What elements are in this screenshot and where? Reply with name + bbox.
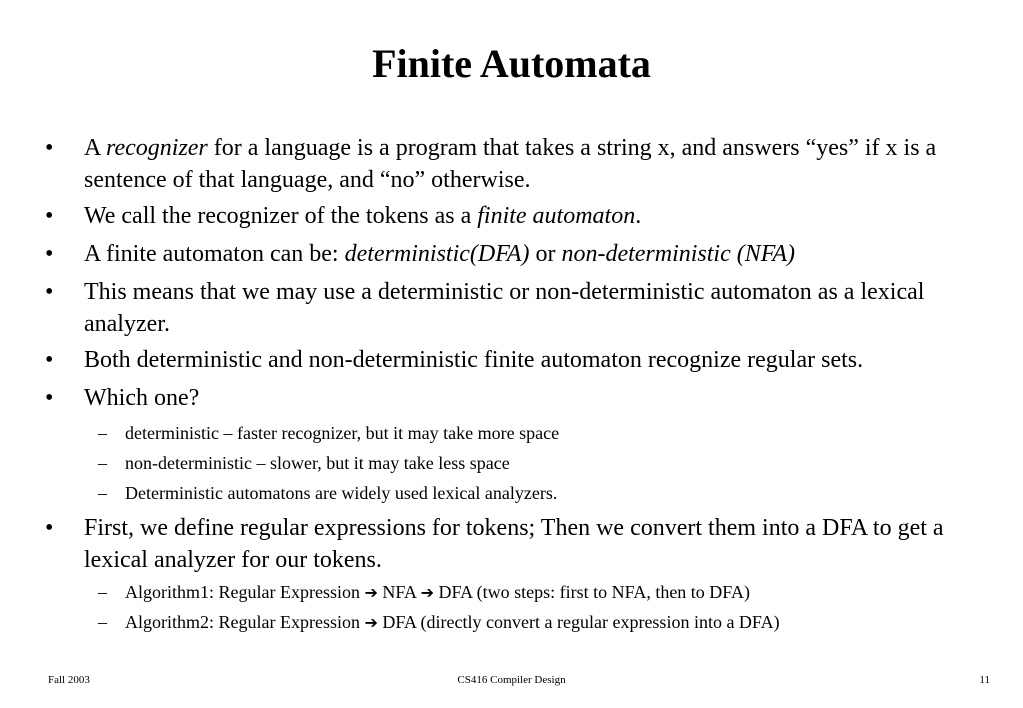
emphasis: recognizer (106, 135, 208, 161)
bullet-mark: • (45, 241, 54, 267)
sub-bullet-item (98, 481, 998, 505)
right-arrow-icon: ➔ (420, 583, 434, 602)
bullet-text: A finite automaton can be: deterministic(DFA) or non-deterministic (NFA) (84, 241, 795, 267)
bullet-text: A recognizer for a language is a program that takes a string x, and answers “yes” if x is a sentence of that language, and “no” otherwise. (84, 135, 937, 193)
bullet-mark: • (45, 135, 54, 161)
bullet-item (45, 132, 1005, 196)
sub-bullet-mark: – (98, 612, 107, 632)
emphasis: finite automaton (477, 203, 636, 229)
sub-bullet-text: Algorithm1: Regular Expression ➔ NFA ➔ DFA (two steps: first to NFA, then to DFA) (125, 582, 750, 602)
right-arrow-icon: ➔ (364, 583, 378, 602)
bullet-item (45, 238, 1005, 270)
sub-bullet-mark: – (98, 423, 107, 443)
bullet-item (45, 200, 1005, 232)
footer-course: CS416 Compiler Design (457, 674, 566, 686)
slide-title: Finite Automata (372, 41, 651, 86)
sub-bullet-mark: – (98, 483, 107, 503)
bullet-item (45, 276, 1005, 340)
sub-bullet-text: non-deterministic – slower, but it may take less space (125, 453, 510, 473)
bullet-item (45, 382, 1005, 414)
bullet-mark: • (45, 279, 54, 305)
emphasis: deterministic(DFA) (344, 241, 530, 267)
right-arrow-icon: ➔ (364, 613, 378, 632)
footer-page-number: 11 (979, 674, 990, 686)
sub-bullet-text: deterministic – faster recognizer, but it may take more space (125, 423, 560, 443)
bullet-mark: • (45, 347, 54, 373)
bullet-mark: • (45, 203, 54, 229)
bullet-text: This means that we may use a deterministic or non-deterministic automaton as a lexical analyzer. (84, 279, 925, 337)
bullet-mark: • (45, 515, 54, 541)
bullet-item (45, 512, 1005, 576)
emphasis: non-deterministic (NFA) (561, 241, 795, 267)
bullet-text: We call the recognizer of the tokens as a finite automaton. (84, 203, 642, 229)
sub-bullet-item (98, 451, 998, 475)
bullet-text: First, we define regular expressions for tokens; Then we convert them into a DFA to get a lexical analyzer for our tokens. (84, 515, 944, 573)
bullet-mark: • (45, 385, 54, 411)
sub-bullet-item (98, 580, 998, 605)
sub-bullet-mark: – (98, 582, 107, 602)
bullet-text: Both deterministic and non-deterministic finite automaton recognize regular sets. (84, 347, 864, 373)
footer-date: Fall 2003 (48, 674, 90, 686)
sub-bullet-item (98, 610, 998, 635)
sub-bullet-mark: – (98, 453, 107, 473)
bullet-text: Which one? (84, 385, 200, 411)
sub-bullet-text: Algorithm2: Regular Expression ➔ DFA (directly convert a regular expression into a DFA) (125, 612, 780, 632)
sub-bullet-item (98, 421, 998, 445)
bullet-item (45, 344, 1005, 376)
sub-bullet-text: Deterministic automatons are widely used lexical analyzers. (125, 483, 558, 503)
